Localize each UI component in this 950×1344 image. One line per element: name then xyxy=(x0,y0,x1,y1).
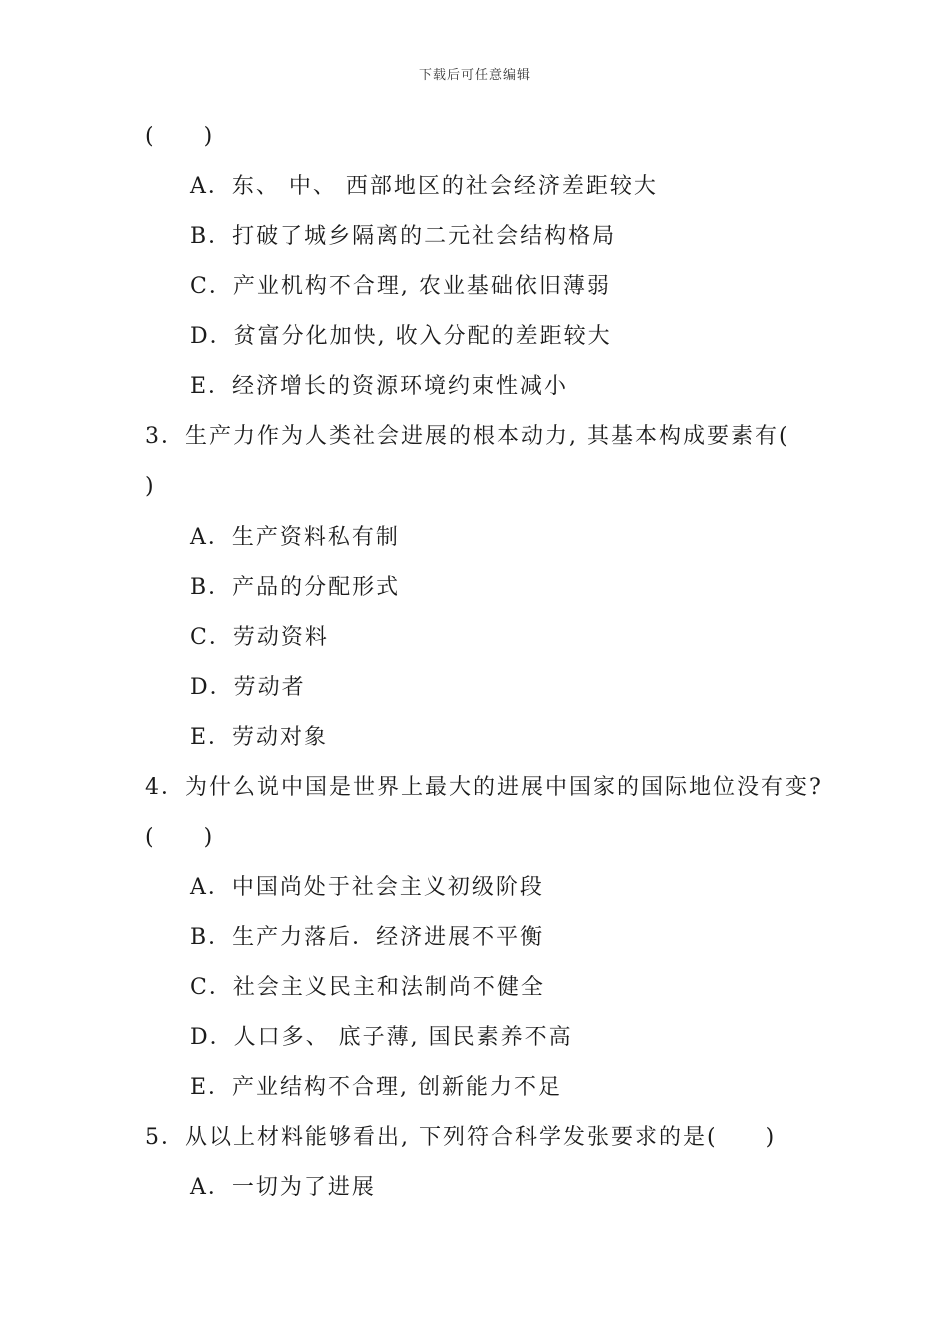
q2-option-c: C．产业机构不合理, 农业基础依旧薄弱 xyxy=(190,274,611,299)
q5-option-a: A．一切为了进展 xyxy=(190,1175,376,1200)
q2-option-b: B．打破了城乡隔离的二元社会结构格局 xyxy=(190,224,617,249)
q2-option-e: E．经济增长的资源环境约束性减小 xyxy=(190,374,569,399)
q2-option-d: D．贫富分化加快, 收入分配的差距较大 xyxy=(190,324,612,349)
question-5-text: 5．从以上材料能够看出, 下列符合科学发张要求的是( ) xyxy=(145,1125,777,1150)
page-header: 下载后可任意编辑 xyxy=(418,68,531,83)
question-4-text: 4．为什么说中国是世界上最大的进展中国家的国际地位没有变? xyxy=(145,775,823,800)
q2-answer-paren: ( ) xyxy=(145,124,215,149)
q4-answer-paren: ( ) xyxy=(145,825,215,850)
q3-option-c: C．劳动资料 xyxy=(190,625,329,650)
q4-option-c: C．社会主义民主和法制尚不健全 xyxy=(190,975,545,1000)
q2-option-a: A．东、 中、 西部地区的社会经济差距较大 xyxy=(190,174,658,199)
q3-option-e: E．劳动对象 xyxy=(190,725,329,750)
q3-option-a: A．生产资料私有制 xyxy=(190,525,400,550)
q4-option-d: D．人口多、 底子薄, 国民素养不高 xyxy=(190,1025,573,1050)
question-3-text: 3．生产力作为人类社会进展的根本动力, 其基本构成要素有( xyxy=(145,424,790,449)
question-3-paren-close: ) xyxy=(145,474,156,499)
q3-option-d: D．劳动者 xyxy=(190,675,306,700)
q4-option-e: E．产业结构不合理, 创新能力不足 xyxy=(190,1075,563,1100)
q3-option-b: B．产品的分配形式 xyxy=(190,575,401,600)
q4-option-b: B．生产力落后．经济进展不平衡 xyxy=(190,925,545,950)
q4-option-a: A．中国尚处于社会主义初级阶段 xyxy=(190,875,544,900)
